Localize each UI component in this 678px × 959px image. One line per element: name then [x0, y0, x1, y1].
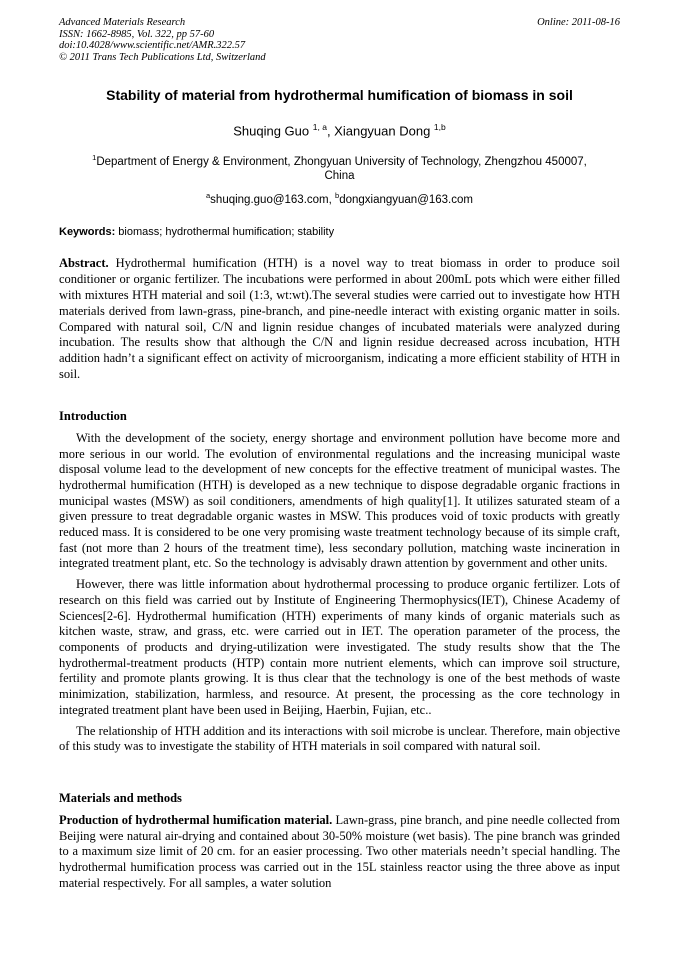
email-line — [59, 189, 620, 207]
doi-line: doi:10.4028/www.scientific.net/AMR.322.57 — [59, 40, 246, 51]
email-superscript-a: a — [206, 191, 211, 201]
abstract-label: Abstract. — [59, 256, 109, 271]
author-separator: , — [326, 123, 335, 139]
author-superscript-1: 1, a — [312, 122, 327, 132]
materials-paragraph — [59, 813, 620, 892]
author-name-1: Shuqing Guo — [233, 123, 313, 139]
introduction-paragraph-1: With the development of the society, energy shortage and environment pollution have become more and more serious in our world. The evolution of environmental regulations and the increasing municipal waste disposal volume lead to the development of new concepts for the effective treatment of municipal wastes. The hydrothermal humification (HTH) is developed as a new technique to dispose degradable organic fractions in municipal wastes (MSW) as soil conditioners, amendments of high quality[1]. It utilizes saturated steam of a given pressure to treat degradable organic wastes in MSW. This produces void of toxic products with greatly reduced mass. It is considered to be one very promising waste treatment technology because of its simple craft, fast (not more than 2 hours of the treatment time), less secondary pollution, matching waste incineration in integrated treatment plant, etc. So the technology is advisably drawn attention by government and other units. — [59, 430, 620, 571]
section-heading-materials-and-methods: Materials and methods — [59, 790, 182, 805]
abstract — [59, 256, 620, 382]
introduction-paragraph-3: The relationship of HTH addition and its interactions with soil microbe is unclear. Therefore, main objective of this study was to investigate the stability of HTH materials in soil compared with natural soil. — [59, 723, 620, 754]
keywords-line — [59, 226, 620, 239]
journal-info — [59, 17, 266, 63]
author-superscript-2: 1,b — [433, 122, 446, 132]
keywords-label: Keywords: — [59, 226, 116, 239]
running-head — [59, 17, 620, 63]
issn-line: ISSN: 1662-8985, Vol. 322, pp 57-60 — [59, 28, 215, 40]
affiliation-line-2: China — [324, 169, 355, 182]
affiliation-text: Department of Energy & Environment, Zhongyuan University of Technology, Zhengzhou 450007, — [96, 156, 587, 169]
email-separator: , — [328, 193, 336, 206]
materials-paragraph-text: Lawn-grass, pine branch, and pine needle collected from Beijing were natural air-drying and contained about 30-50% moisture (wet basis). The pine branch was grinded to a maximum size limit of 20 cm. for an easier processing. Two other materials needn’t special handling. The hydrothermal humification process was carried out in the 15L stainless reactor using the three above as input material respectively. For all samples, a water solution — [59, 812, 620, 890]
subsection-label: Production of hydrothermal humification material. — [59, 812, 333, 827]
abstract-text: Hydrothermal humification (HTH) is a novel way to treat biomass in order to produce soil conditioner or organic fertilizer. The incubations were performed in about 200mL pots which were either filled with mixtures HTH material and soil (1:3, wt:wt).The several studies were carried out to investigate how HTH materials derived from lawn-grass, pine-branch, and pine-needle interact with existing organic matter in soils. Compared with natural soil, C/N and lignin residue changes of incubated materials were analyzed during incubation. The results show that although the C/N and lignin residue decreased across incubation, HTH addition hadn’t a significant effect on activity of microorganism, indicating a more efficient stability of HTH in soil. — [59, 256, 620, 382]
keywords-text: biomass; hydrothermal humification; stability — [115, 226, 335, 239]
email-address-2: dongxiangyuan@163.com — [339, 193, 473, 206]
email-address-1: shuqing.guo@163.com — [210, 193, 329, 206]
email-superscript-b: b — [335, 191, 340, 201]
journal-name: Advanced Materials Research — [59, 17, 186, 28]
online-date: Online: 2011-08-16 — [537, 17, 620, 28]
affiliation-line-1 — [59, 151, 620, 169]
copyright-line: © 2011 Trans Tech Publications Ltd, Switzerland — [59, 51, 266, 63]
affiliation-superscript: 1 — [92, 153, 97, 163]
paper-title: Stability of material from hydrothermal humification of biomass in soil — [106, 87, 573, 103]
authors-line — [59, 119, 620, 139]
author-name-2: Xiangyuan Dong — [334, 123, 434, 139]
affiliation — [59, 151, 620, 183]
section-heading-introduction: Introduction — [59, 408, 127, 423]
introduction-paragraph-2: However, there was little information about hydrothermal processing to produce organic fertilizer. Lots of research on this field was carried out by Institute of Engineering Thermophysics(IET), Chinese Academy of Sciences[2-6]. Hydrothermal humification (HTH) experiments of many kinds of organic materials such as kitchen waste, straw, and grass, etc. were carried out in IET. The operation parameter of the process, the components of products and drying-utilization were investigated. The study results show that the The hydrothermal-treatment products (HTP) contain more nutrient elements, which can improve soil structure, fertility and promote plants growing. It is thus clear that the technology is one of the best methods of waste minimization, stabilization, harmless, and resource. At present, the processing as the core technology in integrated treatment plant have been used in Beijing, Haerbin, Fujian, etc.. — [59, 577, 620, 717]
